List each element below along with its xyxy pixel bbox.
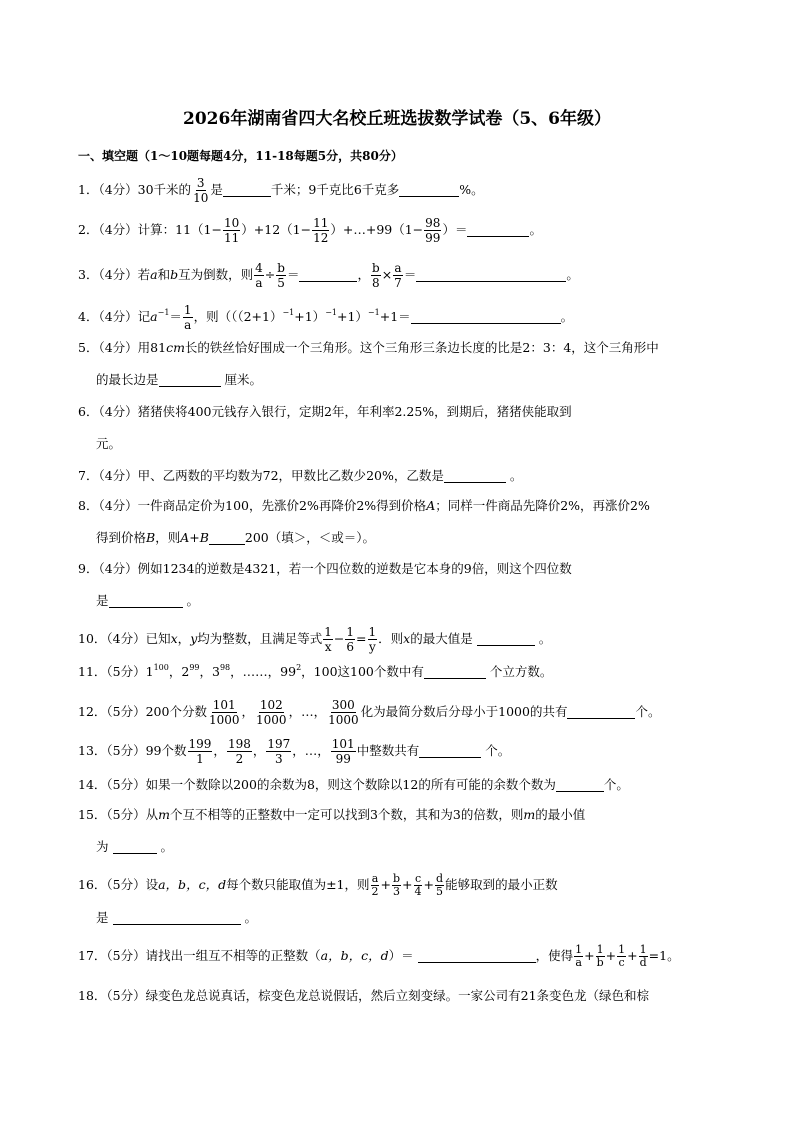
section-heading: 一、填空题（1～10题每题4分，11-18每题5分，共80分） [78, 149, 403, 163]
question-11: 11．（5分）$1^{100}$，$2^{99}$，$3^{98}$，……，$99^2$，100这100个数中有 个立方数。 [78, 663, 553, 679]
question-18: 18．（5分）绿变色龙总说真话，棕变色龙总说假话，然后立刻变绿。一家公司有21条变色龙（绿色和棕 [78, 988, 650, 1003]
question-16: 16．（5分）设a，b，c，d每个数只能取值为±1，则 $\frac{a}{2}$ + $\frac{b}{3}$ + $\frac{c}{4}$ + $\frac{d}{5}$ 能够取到的最小正数 是 。 [78, 872, 558, 925]
question-7: 7．（4分）甲、乙两数的平均数为72，甲数比乙数少20%，乙数是 。 [78, 468, 523, 483]
answer-blank[interactable] [109, 593, 183, 608]
answer-blank[interactable] [209, 530, 245, 545]
question-4: 4．（4分）记$a^{-1}=$ $\frac{1}{a}$ ，则$(((2+1)^{-1}+1)^{-1}+1)^{-1}+1=$ 。 [78, 303, 574, 332]
question-17: 17．（5分）请找出一组互不相等的正整数（a，b，c，d）＝ ，使得 $\frac{1}{a}$ + $\frac{1}{b}$ + $\frac{1}{c}$ + $\frac{1}{d}$ =1。 [78, 943, 680, 969]
question-2: 2．（4分）计算：11（1− $\frac{10}{11}$ ）+12（1− $\frac{11}{12}$ ）+…+99（1− $\frac{98}{99}$ ）＝ 。 [78, 216, 542, 245]
answer-blank[interactable] [416, 267, 566, 282]
question-6: 6．（4分）猪猪侠将400元钱存入银行，定期2年，年利率2.25%，到期后，猪猪侠能取到 元。 [78, 404, 572, 451]
answer-blank[interactable] [113, 910, 241, 925]
exam-title: 2026年湖南省四大名校丘班选拔数学试卷（5、6年级） [183, 109, 611, 129]
answer-blank[interactable] [411, 309, 561, 324]
answer-blank[interactable] [467, 222, 529, 237]
answer-blank[interactable] [556, 777, 604, 792]
question-15: 15．（5分）从m个互不相等的正整数中一定可以找到3个数，其和为3的倍数，则m的最小值 为 。 [78, 807, 586, 854]
question-14: 14．（5分）如果一个数除以200的余数为8，则这个数除以12的所有可能的余数个数为 个。 [78, 777, 629, 792]
question-10: 10．（4分）已知x，y均为整数，且满足等式 $\frac{1}{x}$ − $\frac{1}{6}$ = $\frac{1}{y}$ ．则x的最大值是 。 [78, 625, 552, 654]
answer-blank[interactable] [418, 948, 536, 963]
question-13: 13．（5分）99个数 $\frac{199}{1}$ ， $\frac{198}{2}$ ， $\frac{197}{3}$ ，…， $\frac{101}{99}$ 中整数共有 个。 [78, 737, 511, 766]
answer-blank[interactable] [477, 631, 535, 646]
question-12: 12．（5分）200个分数 $\frac{101}{1000}$ ， $\frac{102}{1000}$ ，…， $\frac{300}{1000}$ 化为最简分数后分母小于1000的共有 个。 [78, 698, 661, 727]
question-9: 9．（4分）例如1234的逆数是4321，若一个四位数的逆数是它本身的9倍，则这个四位数 是 。 [78, 561, 572, 608]
answer-blank[interactable] [159, 372, 221, 387]
answer-blank[interactable] [113, 839, 157, 854]
answer-blank[interactable] [444, 468, 506, 483]
answer-blank[interactable] [424, 664, 486, 679]
answer-blank[interactable] [223, 182, 271, 197]
question-8: 8．（4分）一件商品定价为100，先涨价2%再降价2%得到价格A；同样一件商品先降价2%，再涨价2% 得到价格B，则A+B 200（填＞，＜或＝）。 [78, 498, 650, 545]
answer-blank[interactable] [419, 743, 481, 758]
answer-blank[interactable] [567, 704, 635, 719]
question-5: 5．（4分）用81cm长的铁丝恰好围成一个三角形。这个三角形三条边长度的比是2：3：4，这个三角形中 的最长边是 厘米。 [78, 340, 659, 387]
question-1: 1．（4分）30千米的 $\frac{3}{10}$ 是 千米；9千克比6千克多 %。 [78, 176, 484, 205]
question-3: 3．（4分）若a和b互为倒数，则 $\frac{4}{a}$ ÷ $\frac{b}{5}$ ＝ ， $\frac{b}{8}$ × $\frac{a}{7}$ ＝ 。 [78, 261, 579, 290]
answer-blank[interactable] [299, 267, 357, 282]
answer-blank[interactable] [399, 182, 459, 197]
